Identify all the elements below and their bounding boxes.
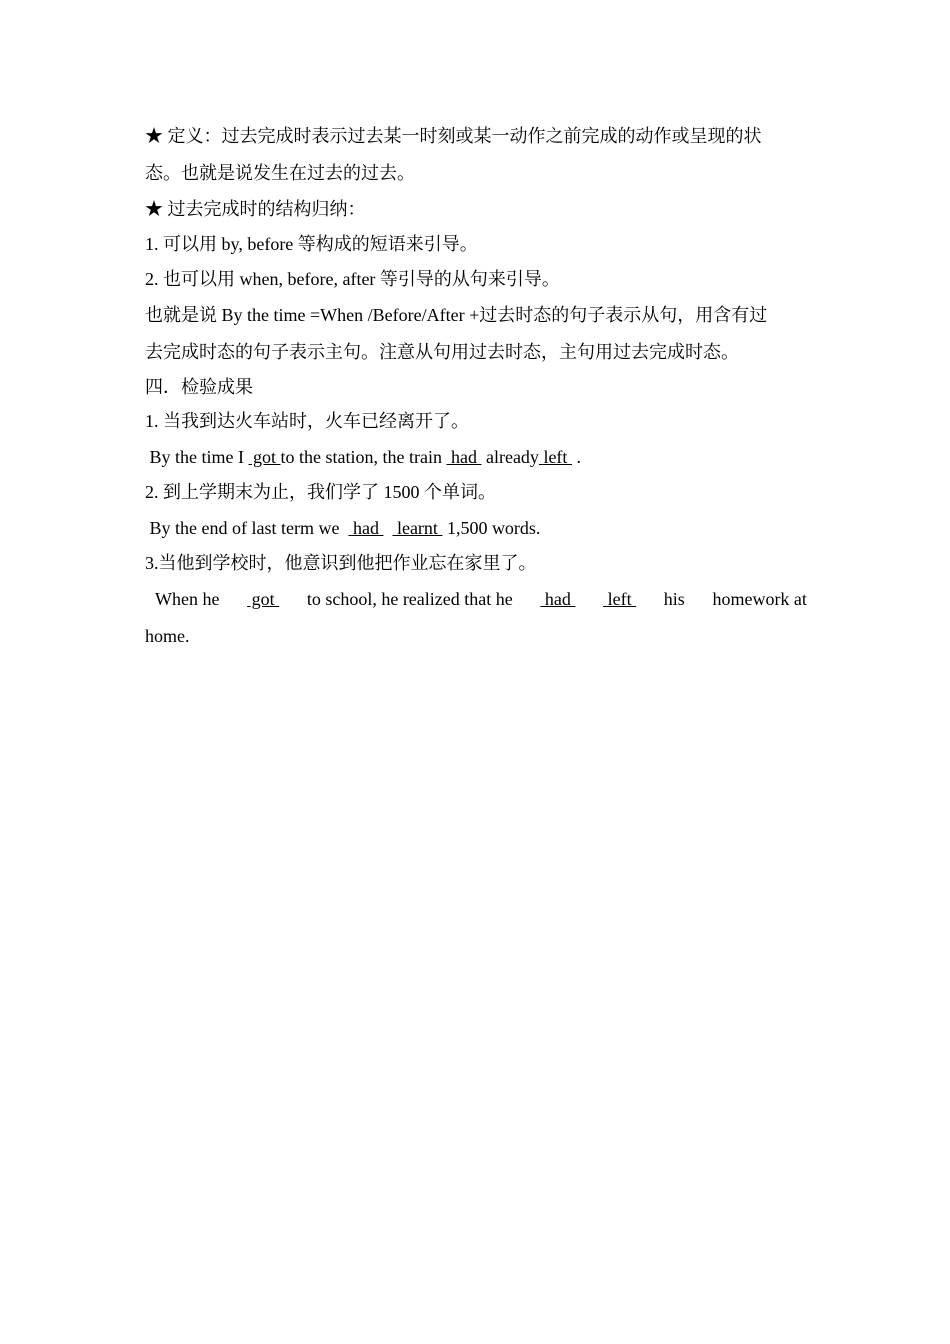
answer-blank: had [540,589,576,609]
exercise-1-english [145,445,581,469]
exercise-text: When he [155,589,220,609]
answer-blank: left [603,589,637,609]
structure-item-1: 1. 可以用 by, before 等构成的短语来引导。 [145,234,478,254]
answer-blank: had [348,518,384,538]
exercise-text: By the end of last term we [145,518,349,538]
exercise-text: 1,500 words. [442,518,541,538]
exercise-text: his [663,589,685,609]
structure-heading: ★ 过去完成时的结构归纳： [145,199,366,219]
exercise-3-english-line-2: home. [145,626,190,646]
structure-item-2: 2. 也可以用 when, before, after 等引导的从句来引导。 [145,269,560,289]
answer-blank: learnt [392,518,443,538]
structure-note-line-2: 去完成时态的句子表示主句。注意从句用过去时态，主句用过去完成时态。 [145,342,739,362]
exercise-2-english [145,516,540,540]
section-title: 四．检验成果 [145,377,253,397]
exercise-text: homework at [712,589,807,609]
structure-note-line-1: 也就是说 By the time =When /Before/After +过去时态的句子表示从句，用含有过 [145,305,768,325]
definition-line-1: ★ 定义：过去完成时表示过去某一时刻或某一动作之前完成的动作或呈现的状 [145,126,762,146]
exercise-2-chinese: 2. 到上学期末为止，我们学了 1500 个单词。 [145,482,496,502]
exercise-3-chinese: 3.当他到学校时，他意识到他把作业忘在家里了。 [145,553,537,573]
definition-line-2: 态。也就是说发生在过去的过去。 [145,163,415,183]
exercise-text: to the station, the train [280,447,447,467]
exercise-text: already [481,447,539,467]
answer-blank: had [446,447,482,467]
exercise-text: By the time I [145,447,249,467]
exercise-1-chinese: 1. 当我到达火车站时，火车已经离开了。 [145,411,469,431]
answer-blank: got [247,589,280,609]
answer-blank: left [538,447,572,467]
answer-blank: got [248,447,281,467]
exercise-3-english [145,587,807,611]
exercise-text: to school, he realized that he [306,589,513,609]
exercise-text: . [571,447,581,467]
